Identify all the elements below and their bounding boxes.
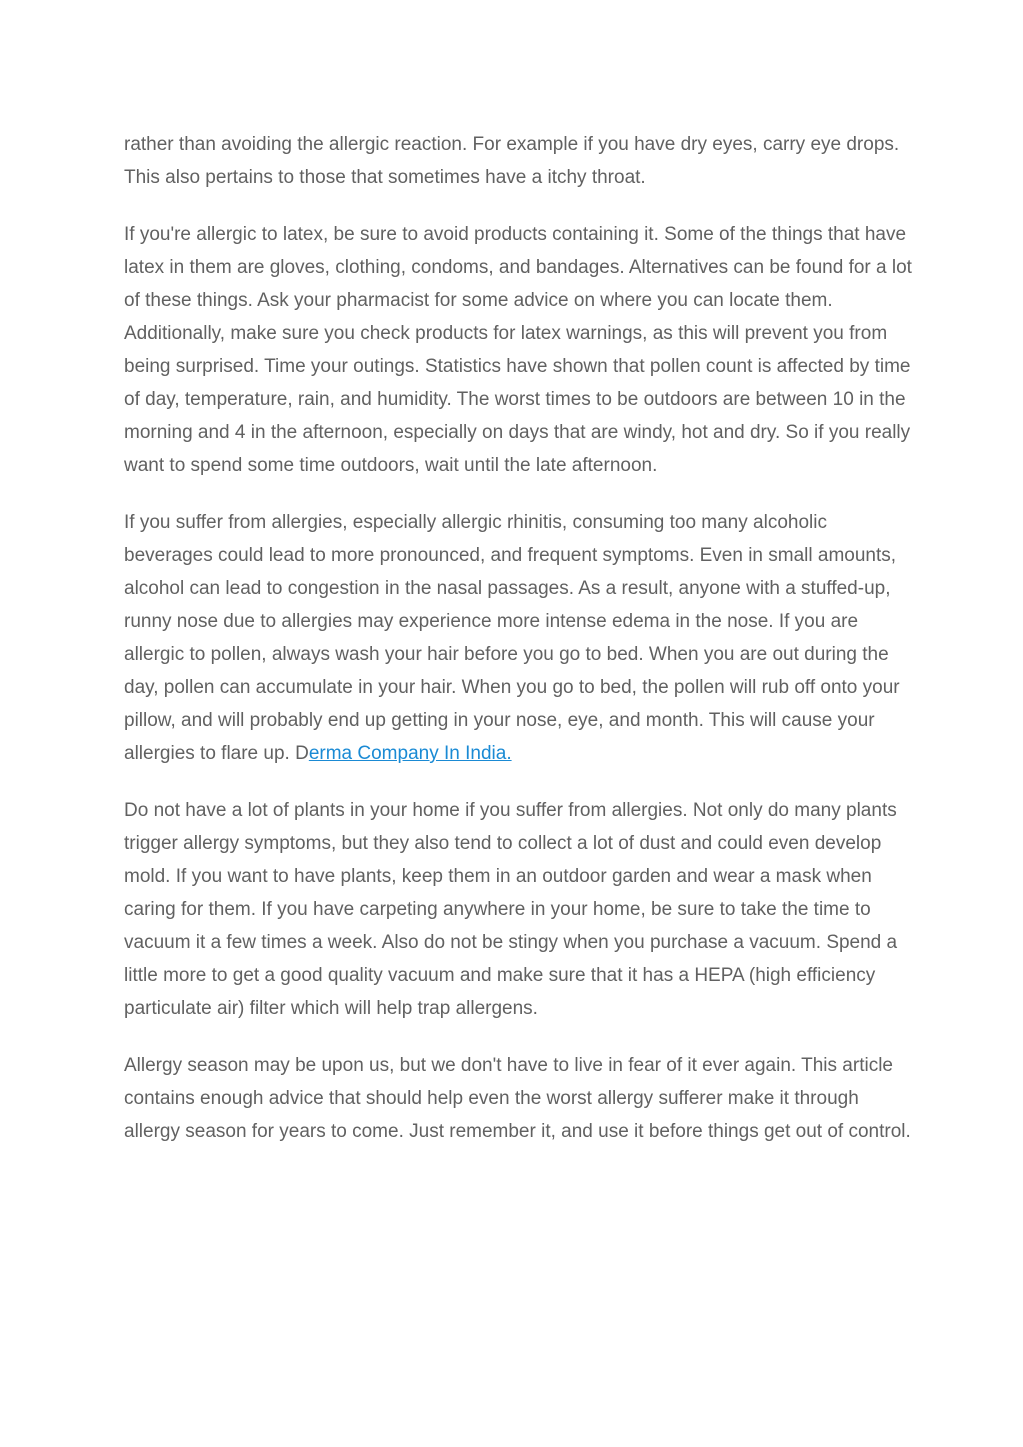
derma-company-link[interactable]: erma Company In India. bbox=[308, 743, 512, 764]
document-body bbox=[124, 128, 914, 1172]
paragraph-2 bbox=[124, 218, 914, 482]
paragraph-4-text: Do not have a lot of plants in your home if you suffer from allergies. Not only do many plants trigger allergy symptoms, but they also tend to collect a lot of dust and could even develop mold. If you want to have plants, keep them in an outdoor garden and wear a mask when caring for them. If you have carpeting anywhere in your home, be sure to take the time to vacuum it a few times a week. Also do not be stingy when you purchase a vacuum. Spend a little more to get a good quality vacuum and make sure that it has a HEPA (high efficiency particulate air) filter which will help trap allergens. bbox=[124, 800, 898, 1019]
paragraph-4 bbox=[124, 794, 914, 1025]
paragraph-3 bbox=[124, 506, 914, 770]
paragraph-1-text: rather than avoiding the allergic reaction. For example if you have dry eyes, carry eye drops. This also pertains to those that sometimes have a itchy throat. bbox=[124, 134, 900, 188]
paragraph-3-text: If you suffer from allergies, especially allergic rhinitis, consuming too many alcoholic beverages could lead to more pronounced, and frequent symptoms. Even in small amounts, alcohol can lead to congestion in the nasal passages. As a result, anyone with a stuffed-up, runny nose due to allergies may experience more intense edema in the nose. If you are allergic to pollen, always wash your hair before you go to bed. When you are out during the day, pollen can accumulate in your hair. When you go to bed, the pollen will rub off onto your pillow, and will probably end up getting in your nose, eye, and month. This will cause your allergies to flare up. D bbox=[124, 512, 900, 764]
paragraph-5 bbox=[124, 1049, 914, 1148]
paragraph-2-text: If you're allergic to latex, be sure to avoid products containing it. Some of the things that have latex in them are gloves, clothing, condoms, and bandages. Alternatives can be found for a lot of these things. Ask your pharmacist for some advice on where you can locate them. Additionally, make sure you check products for latex warnings, as this will prevent you from being surprised. Time your outings. Statistics have shown that pollen count is affected by time of day, temperature, rain, and humidity. The worst times to be outdoors are between 10 in the morning and 4 in the afternoon, especially on days that are windy, hot and dry. So if you really want to spend some time outdoors, wait until the late afternoon. bbox=[124, 224, 912, 476]
paragraph-5-text: Allergy season may be upon us, but we don't have to live in fear of it ever again. This article contains enough advice that should help even the worst allergy sufferer make it through allergy season for years to come. Just remember it, and use it before things get out of control. bbox=[124, 1055, 911, 1142]
paragraph-1 bbox=[124, 128, 914, 194]
